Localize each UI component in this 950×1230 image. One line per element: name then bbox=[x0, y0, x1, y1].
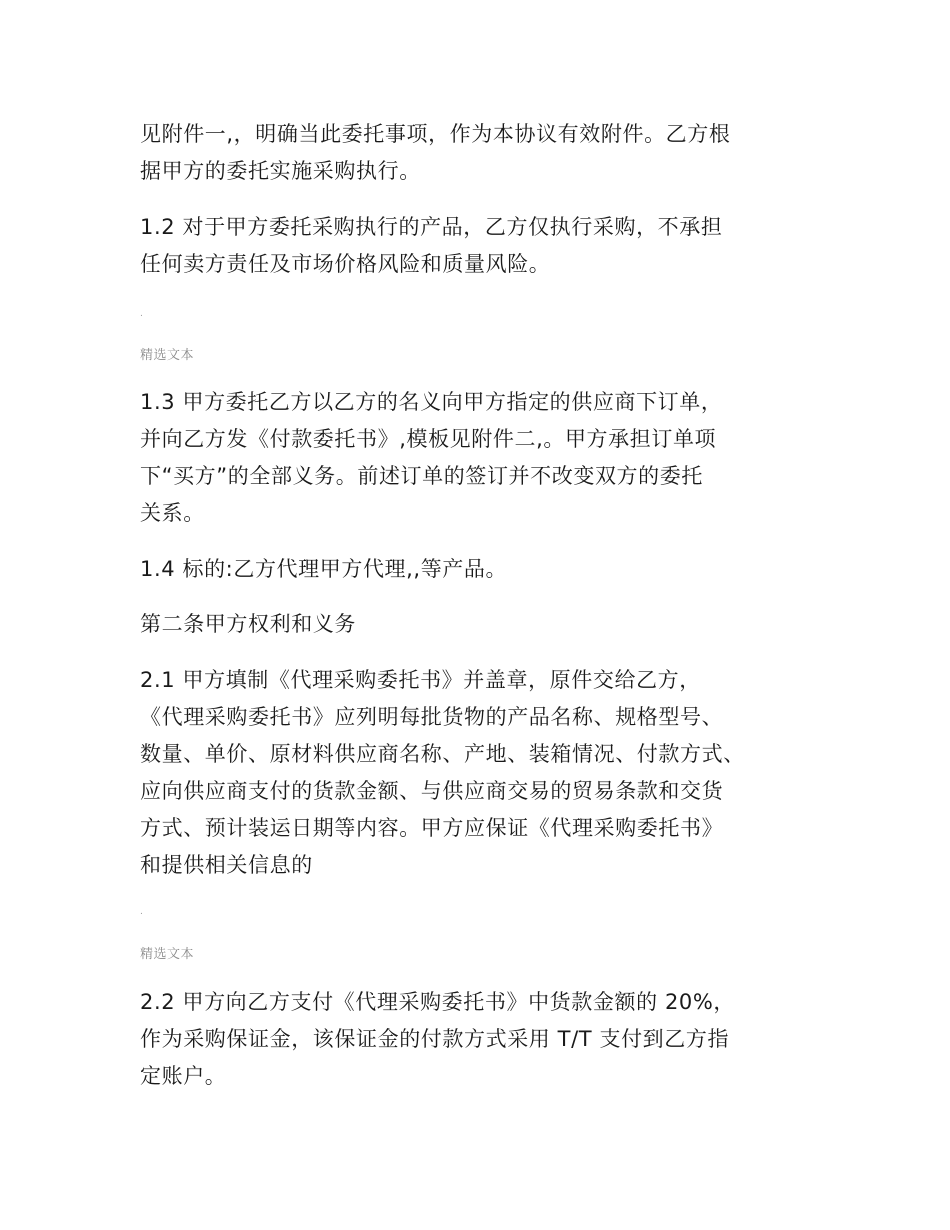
text-line: 并向乙方发《付款委托书》,模板见附件二,。甲方承担订单项 bbox=[140, 427, 717, 451]
text-line: 作为采购保证金，该保证金的付款方式采用 T/T 支付到乙方指 bbox=[140, 1027, 730, 1051]
text-line: 和提供相关信息的 bbox=[140, 853, 313, 877]
paragraph-clause-1-2 bbox=[140, 209, 820, 283]
text-line: 2.2 甲方向乙方支付《代理采购委托书》中货款金额的 20%， bbox=[140, 990, 736, 1014]
paragraph-clause-2-2 bbox=[140, 984, 820, 1095]
text-line: 1.3 甲方委托乙方以乙方的名义向甲方指定的供应商下订单， bbox=[140, 390, 723, 414]
paragraph-clause-1-4 bbox=[140, 551, 820, 588]
text-line: 《代理采购委托书》应列明每批货物的产品名称、规格型号、 bbox=[140, 705, 724, 729]
text-line: 下“买方”的全部义务。前述订单的签订并不改变双方的委托 bbox=[140, 464, 703, 488]
text-line: 1.2 对于甲方委托采购执行的产品，乙方仅执行采购，不承担 bbox=[140, 215, 723, 239]
text-line: 任何卖方责任及市场价格风险和质量风险。 bbox=[140, 252, 551, 276]
text-line: 据甲方的委托实施采购执行。 bbox=[140, 159, 421, 183]
text-line: 关系。 bbox=[140, 501, 205, 525]
text-line: 定账户。 bbox=[140, 1064, 227, 1088]
section-heading-article-2 bbox=[140, 606, 820, 643]
text-line: 方式、预计装运日期等内容。甲方应保证《代理采购委托书》 bbox=[140, 816, 724, 840]
text-line: 应向供应商支付的货款金额、与供应商交易的贸易条款和交货 bbox=[140, 779, 724, 803]
paragraph-clause-2-1 bbox=[140, 662, 820, 884]
paragraph-clause-1-3 bbox=[140, 384, 820, 532]
page-break-dot: . bbox=[140, 309, 143, 319]
paragraph-attachment-clause bbox=[140, 116, 820, 190]
text-line: 1.4 标的:乙方代理甲方代理,,等产品。 bbox=[140, 557, 508, 581]
text-line: 第二条甲方权利和义务 bbox=[140, 612, 356, 636]
text-line: 见附件一,，明确当此委托事项，作为本协议有效附件。乙方根 bbox=[140, 122, 731, 146]
text-line: 2.1 甲方填制《代理采购委托书》并盖章，原件交给乙方， bbox=[140, 668, 701, 692]
text-line: 数量、单价、原材料供应商名称、产地、装箱情况、付款方式、 bbox=[140, 742, 745, 766]
page-break-dot: . bbox=[140, 907, 143, 917]
page-footer-label: 精选文本 bbox=[140, 947, 195, 962]
page-footer-label: 精选文本 bbox=[140, 348, 195, 363]
